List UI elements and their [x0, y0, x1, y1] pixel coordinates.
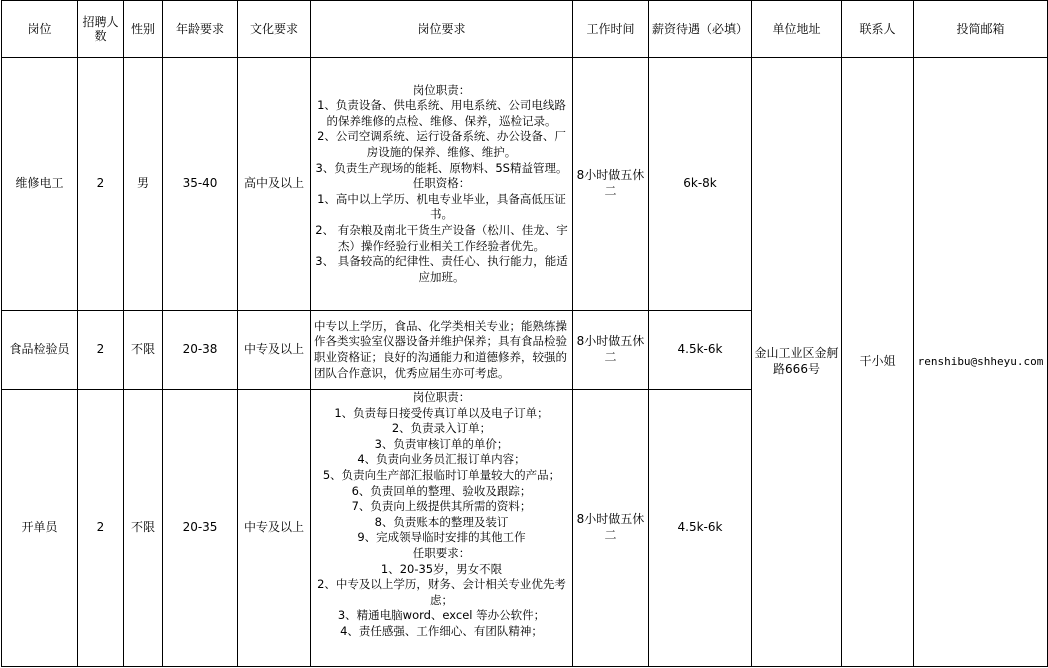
requirement-line: 2、中专及以上学历，财务、会计相关专业优先考虑； [317, 577, 566, 607]
requirement-line: 9、完成领导临时安排的其他工作 [357, 530, 526, 545]
header-gender: 性别 [124, 1, 163, 58]
contact-cell: 干小姐 [842, 58, 914, 667]
requirement-line: 4、责任感强、工作细心、有团队精神； [340, 623, 543, 638]
requirement-line: 1、高中以上学历、机电专业毕业，具备高低压证书。 [317, 191, 566, 222]
requirements-cell [311, 311, 573, 390]
requirement-line: 4、负责向业务员汇报订单内容； [357, 452, 526, 467]
gender-cell: 男 [124, 58, 163, 311]
table-row [2, 58, 1048, 311]
requirement-line: 2、负责录入订单； [391, 421, 492, 436]
work-time-cell: 8小时做五休二 [573, 58, 649, 311]
work-time-cell: 8小时做五休二 [573, 311, 649, 390]
salary-cell: 4.5k-6k [649, 390, 752, 667]
requirements-cell [311, 390, 573, 667]
header-work-time: 工作时间 [573, 1, 649, 58]
email-cell: renshibu@shheyu.com [914, 58, 1048, 667]
requirement-line: 2、 有杂粮及南北干货生产设备（松川、佳龙、宇杰）操作经验行业相关工作经验者优先。 [315, 222, 568, 253]
requirement-line: 任职资格： [412, 176, 471, 191]
education-cell: 中专及以上 [238, 390, 311, 667]
position-cell: 食品检验员 [2, 311, 78, 390]
age-cell: 35-40 [163, 58, 238, 311]
gender-cell: 不限 [124, 311, 163, 390]
gender-cell: 不限 [124, 390, 163, 667]
education-cell: 高中及以上 [238, 58, 311, 311]
header-education: 文化要求 [238, 1, 311, 58]
requirement-line: 1、负责设备、供电系统、用电系统、公司电线路的保养维修的点检、维修、保养，巡检记录。 [317, 98, 566, 128]
requirement-line: 岗位职责： [412, 82, 471, 97]
requirement-line: 5、负责向生产部汇报临时订单量较大的产品； [322, 467, 561, 482]
requirement-line: 1、20-35岁，男女不限 [380, 561, 503, 576]
requirement-line: 3、负责生产现场的能耗、原物料、5S精益管理。 [315, 160, 568, 175]
requirement-line: 1、负责每日接受传真订单以及电子订单； [334, 405, 549, 420]
header-position: 岗位 [2, 1, 78, 58]
age-cell: 20-38 [163, 311, 238, 390]
position-cell: 开单员 [2, 390, 78, 667]
requirement-line: 中专以上学历，食品、化学类相关专业；能熟练操作各类实验室仪器设备并维护保养；具有食品检验职业资格证；良好的沟通能力和道德修养，较强的团队合作意识，优秀应届生亦可考虑。 [314, 318, 567, 380]
count-cell: 2 [78, 58, 124, 311]
header-salary: 薪资待遇（必填） [649, 1, 752, 58]
header-contact: 联系人 [842, 1, 914, 58]
header-requirements: 岗位要求 [311, 1, 573, 58]
position-cell: 维修电工 [2, 58, 78, 311]
requirement-line: 岗位职责： [412, 390, 471, 404]
requirement-line: 2、公司空调系统、运行设备系统、办公设备、厂房设施的保养、维修、维护。 [317, 129, 566, 160]
header-email: 投简邮箱 [914, 1, 1048, 58]
header-count: 招聘人数 [78, 1, 124, 58]
header-row [2, 1, 1048, 58]
requirement-line: 7、负责向上级提供其所需的资料； [351, 499, 532, 514]
count-cell: 2 [78, 390, 124, 667]
requirements-cell [311, 58, 573, 311]
work-time-cell: 8小时做五休二 [573, 390, 649, 667]
requirement-line: 6、负责回单的整理、验收及跟踪； [351, 483, 532, 498]
requirement-line: 任职要求： [412, 545, 471, 560]
requirement-line: 3、 具备较高的纪律性、责任心、执行能力，能适应加班。 [315, 254, 568, 284]
salary-cell: 6k-8k [649, 58, 752, 311]
count-cell: 2 [78, 311, 124, 390]
header-age: 年龄要求 [163, 1, 238, 58]
recruitment-table [1, 0, 1048, 667]
header-address: 单位地址 [752, 1, 842, 58]
education-cell: 中专及以上 [238, 311, 311, 390]
requirement-line: 8、负责账本的整理及装订 [374, 514, 509, 529]
requirement-line: 3、精通电脑word、excel 等办公软件； [337, 608, 546, 623]
address-cell: 金山工业区金舸路666号 [752, 58, 842, 667]
requirement-line: 3、负责审核订单的单价； [374, 436, 509, 451]
age-cell: 20-35 [163, 390, 238, 667]
salary-cell: 4.5k-6k [649, 311, 752, 390]
